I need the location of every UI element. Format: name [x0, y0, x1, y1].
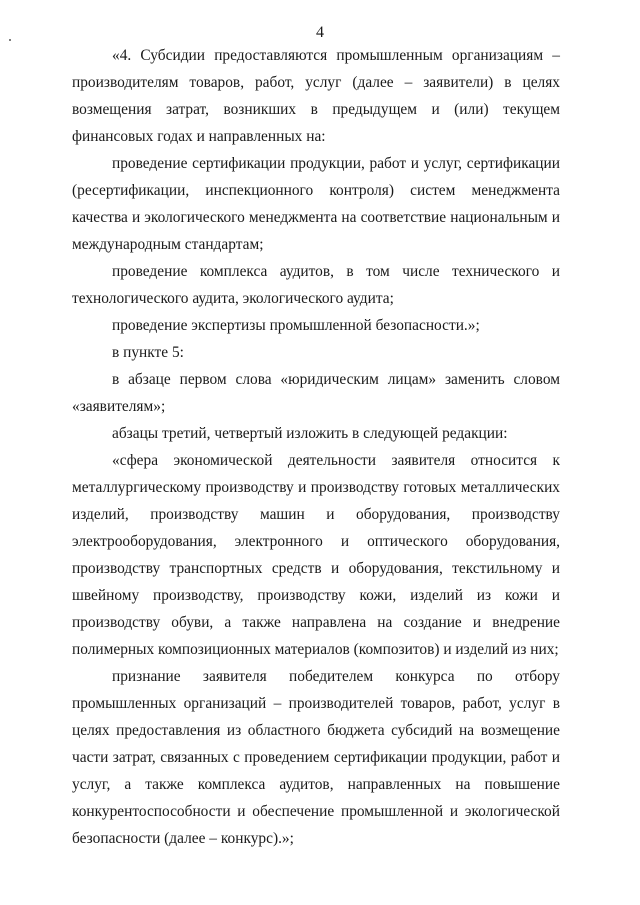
paragraph-third-fourth-abzac: абзацы третий, четвертый изложить в следующей редакции:: [112, 425, 508, 442]
page-number: 4: [316, 24, 324, 41]
paragraph-subsidies-purpose: «4. Субсидии предоставляются промышленным организациям – производителям товаров, работ, услуг (далее – заявители) в целях возмещения затрат, возникших в предыдущем и (или) текущем финансовых годах и направленных на:: [72, 47, 560, 145]
paragraph-activity-sphere: «сфера экономической деятельности заявителя относится к металлургическому производству и производству готовых металлических изделий, производству машин и оборудования, производству электрооборудования, электронного и оптического оборудования, производству транспортных средств и оборудования, текстильному и швейному производству, производству кожи, изделий из кожи и производству обуви, а также направлена на создание и внедрение полимерных композиционных материалов (композитов) и изделий из них;: [72, 452, 560, 658]
paragraph-clause-5: в пункте 5:: [112, 344, 184, 361]
paragraph-contest-winner: признание заявителя победителем конкурса по отбору промышленных организаций – производителей товаров, работ, услуг в целях предоставления из областного бюджета субсидий на возмещение части затрат, связанных с проведением сертификации продукции, работ и услуг, а также комплекса аудитов, направленных на повышение конкурентоспособности и обеспечение промышленной и экологической безопасности (далее – конкурс).»;: [72, 668, 560, 847]
paragraph-first-abzac: в абзаце первом слова «юридическим лицам» заменить словом «заявителям»;: [72, 371, 560, 415]
paragraph-safety-expertise: проведение экспертизы промышленной безопасности.»;: [112, 317, 480, 334]
paragraph-audits: проведение комплекса аудитов, в том числе технического и технологического аудита, экологического аудита;: [72, 263, 560, 307]
document-body: [72, 42, 560, 852]
paragraph-certification: проведение сертификации продукции, работ и услуг, сертификации (ресертификации, инспекционного контроля) систем менеджмента качества и экологического менеджмента на соответствие национальным и международным стандартам;: [72, 155, 560, 253]
